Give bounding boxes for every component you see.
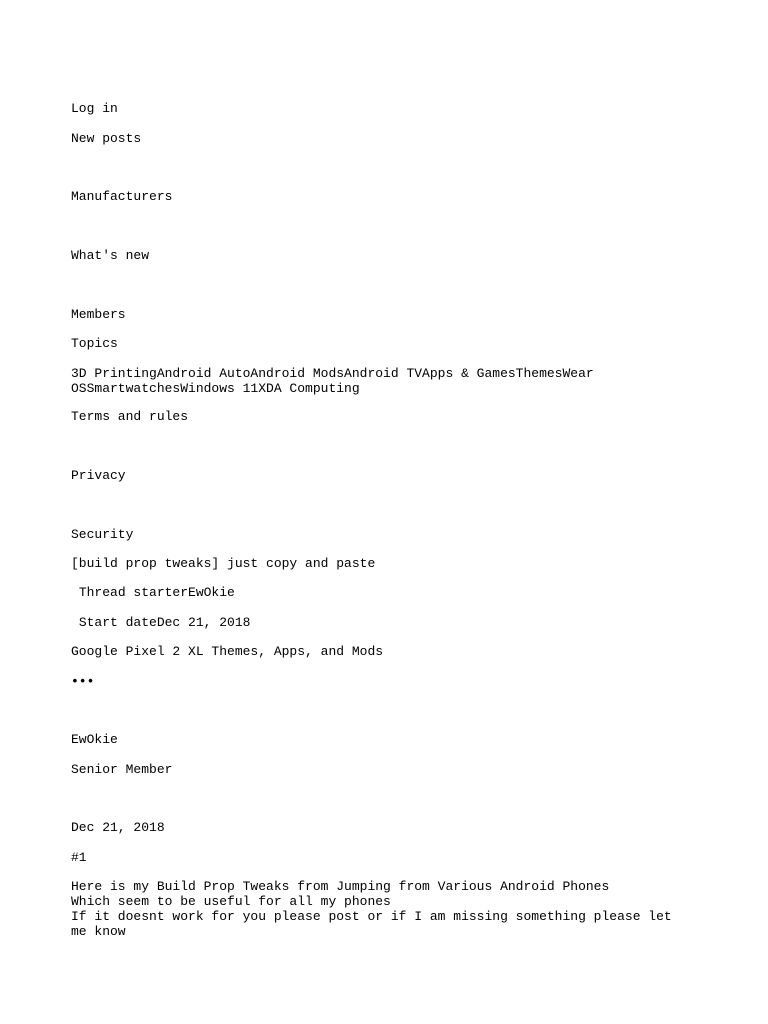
topics-list[interactable]: 3D PrintingAndroid AutoAndroid ModsAndroid TVApps & GamesThemesWear OSSmartwatchesWindows 11XDA Computing	[71, 366, 602, 396]
post-body	[71, 879, 691, 939]
members-link[interactable]: Members	[71, 307, 126, 322]
manufacturers-link[interactable]: Manufacturers	[71, 189, 173, 204]
post-author-role: Senior Member	[71, 762, 173, 777]
post-number-link[interactable]: #1	[71, 850, 87, 865]
security-link[interactable]: Security	[71, 527, 134, 542]
post-body-line: Which seem to be useful for all my phones	[71, 894, 391, 909]
post-body-line: Here is my Build Prop Tweaks from Jumping from Various Android Phones	[71, 879, 610, 894]
whats-new-link[interactable]: What's new	[71, 248, 150, 263]
topics-link[interactable]: Topics	[71, 336, 118, 351]
login-link[interactable]: Log in	[71, 101, 118, 116]
post-body-line: If it doesnt work for you please post or if I am missing something please let me know	[71, 909, 680, 939]
post-author-link[interactable]: EwOkie	[71, 732, 118, 747]
new-posts-link[interactable]: New posts	[71, 131, 142, 146]
forum-breadcrumb-link[interactable]: Google Pixel 2 XL Themes, Apps, and Mods	[71, 644, 384, 659]
thread-starter[interactable]: Thread starterEwOkie	[71, 585, 235, 600]
post-date-link[interactable]: Dec 21, 2018	[71, 820, 165, 835]
thread-start-date: Start dateDec 21, 2018	[71, 615, 251, 630]
thread-title: [build prop tweaks] just copy and paste	[71, 556, 376, 571]
terms-link[interactable]: Terms and rules	[71, 409, 189, 424]
privacy-link[interactable]: Privacy	[71, 468, 126, 483]
more-options-icon[interactable]: •••	[71, 674, 95, 689]
